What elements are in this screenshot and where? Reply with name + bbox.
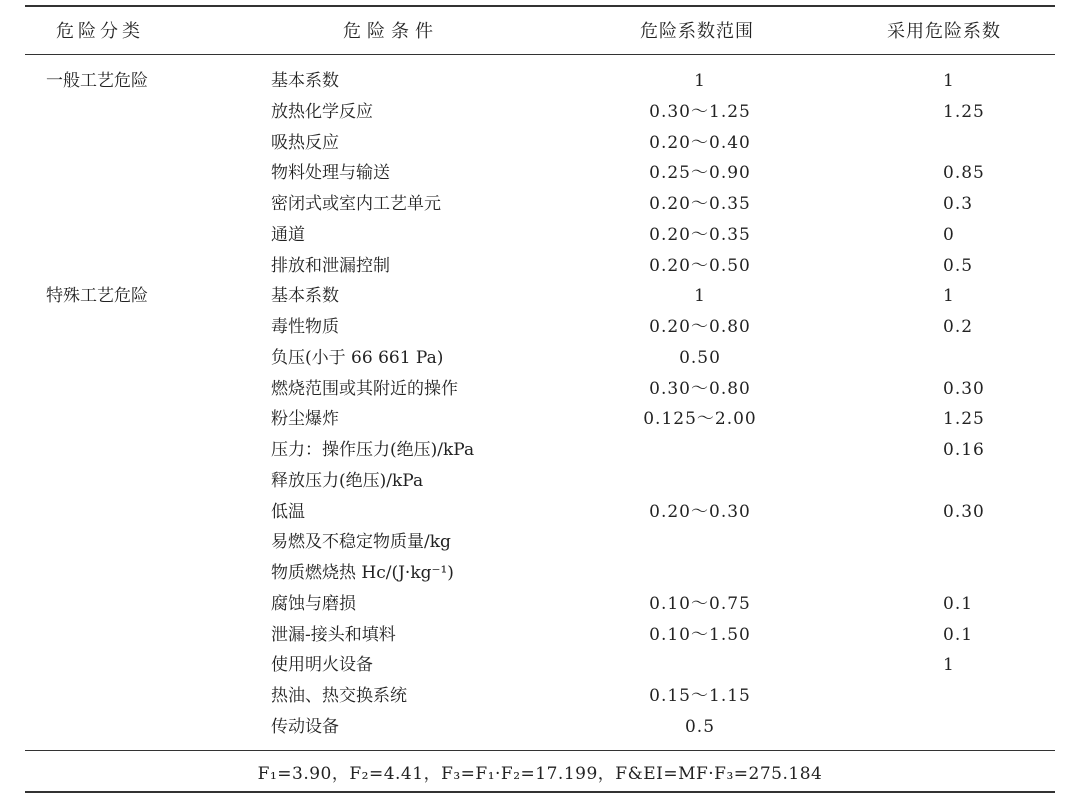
row-range: 1 — [694, 71, 706, 91]
row-condition: 传动设备 — [271, 716, 339, 737]
table-row — [0, 681, 1080, 711]
row-condition: 吸热反应 — [271, 132, 339, 153]
table-row — [0, 312, 1080, 342]
row-adopted: 0.5 — [943, 255, 974, 276]
row-condition: 负压(小于 66 661 Pa) — [271, 347, 444, 368]
row-condition: 排放和泄漏控制 — [271, 255, 390, 276]
row-condition: 易燃及不稳定物质量/kg — [271, 532, 451, 553]
row-adopted: 1.25 — [943, 101, 985, 122]
row-condition: 燃烧范围或其附近的操作 — [271, 378, 458, 399]
table-row — [0, 220, 1080, 250]
table-row — [0, 435, 1080, 465]
header-category: 危险分类 — [56, 21, 144, 42]
row-condition: 泄漏-接头和填料 — [271, 624, 396, 645]
table-row — [0, 712, 1080, 742]
table-bottom-rule — [25, 791, 1055, 793]
table-row — [0, 66, 1080, 96]
footer-rule — [25, 750, 1055, 751]
row-condition: 基本系数 — [271, 71, 339, 91]
table-row — [0, 189, 1080, 219]
row-adopted: 0.2 — [943, 317, 974, 337]
row-adopted: 0.16 — [943, 440, 985, 460]
table-row — [0, 558, 1080, 588]
row-range: 0.20～0.40 — [649, 132, 751, 153]
row-category: 特殊工艺危险 — [46, 286, 148, 307]
row-range: 0.5 — [684, 716, 716, 737]
row-adopted: 0.3 — [943, 194, 974, 214]
table-row — [0, 281, 1080, 311]
row-range: 0.10～1.50 — [649, 624, 751, 645]
table-row — [0, 128, 1080, 158]
row-adopted: 1 — [943, 71, 955, 91]
row-range: 0.20～0.30 — [649, 501, 751, 522]
row-range: 0.25～0.90 — [649, 163, 751, 184]
row-category: 一般工艺危险 — [46, 71, 148, 91]
table-row — [0, 158, 1080, 188]
row-range: 0.15～1.15 — [649, 686, 751, 706]
row-condition: 使用明火设备 — [271, 655, 373, 676]
table-row — [0, 527, 1080, 557]
row-range: 0.125～2.00 — [643, 409, 757, 430]
footer-formula: F₁=3.90，F₂=4.41，F₃=F₁·F₂=17.199，F&EI=MF·F₃=275.184 — [257, 764, 823, 784]
row-adopted: 1 — [943, 655, 955, 676]
row-condition: 密闭式或室内工艺单元 — [271, 194, 441, 214]
row-range: 0.20～0.35 — [649, 194, 751, 214]
row-range: 0.20～0.50 — [649, 255, 751, 276]
row-range: 0.30～0.80 — [649, 378, 751, 399]
row-condition: 低温 — [271, 501, 305, 522]
row-range: 1 — [694, 286, 706, 307]
row-adopted: 0.30 — [943, 501, 985, 522]
row-adopted: 0.1 — [943, 624, 974, 645]
row-condition: 毒性物质 — [271, 317, 339, 337]
row-condition: 粉尘爆炸 — [271, 409, 339, 430]
row-condition: 物质燃烧热 Hc/(J·kg⁻¹) — [271, 563, 454, 583]
row-condition: 热油、热交换系统 — [271, 686, 407, 706]
row-adopted: 0.30 — [943, 378, 985, 399]
header-adopted: 采用危险系数 — [887, 21, 1001, 42]
row-adopted: 0.1 — [943, 593, 974, 614]
row-range: 0.20～0.80 — [649, 317, 751, 337]
row-condition: 基本系数 — [271, 286, 339, 307]
row-condition: 通道 — [271, 224, 305, 245]
table-row — [0, 466, 1080, 496]
table-row — [0, 251, 1080, 281]
row-adopted: 1.25 — [943, 409, 985, 430]
row-range: 0.30～1.25 — [649, 101, 751, 122]
table-row — [0, 343, 1080, 373]
header-range: 危险系数范围 — [640, 21, 754, 42]
table-row — [0, 97, 1080, 127]
row-adopted: 0 — [943, 224, 955, 245]
row-condition: 压力：操作压力(绝压)/kPa — [271, 440, 475, 460]
row-condition: 释放压力(绝压)/kPa — [271, 470, 424, 491]
table-row — [0, 589, 1080, 619]
header-condition: 危险条件 — [343, 21, 439, 42]
table-row — [0, 650, 1080, 680]
row-condition: 放热化学反应 — [271, 101, 373, 122]
table-row — [0, 497, 1080, 527]
row-range: 0.20～0.35 — [649, 224, 751, 245]
row-condition: 腐蚀与磨损 — [271, 593, 356, 614]
row-adopted: 1 — [943, 286, 955, 307]
row-adopted: 0.85 — [943, 163, 985, 184]
table-row — [0, 374, 1080, 404]
row-range: 0.10～0.75 — [649, 593, 751, 614]
row-condition: 物料处理与输送 — [271, 163, 390, 184]
table-row — [0, 404, 1080, 434]
table-row — [0, 620, 1080, 650]
row-range: 0.50 — [679, 347, 721, 368]
